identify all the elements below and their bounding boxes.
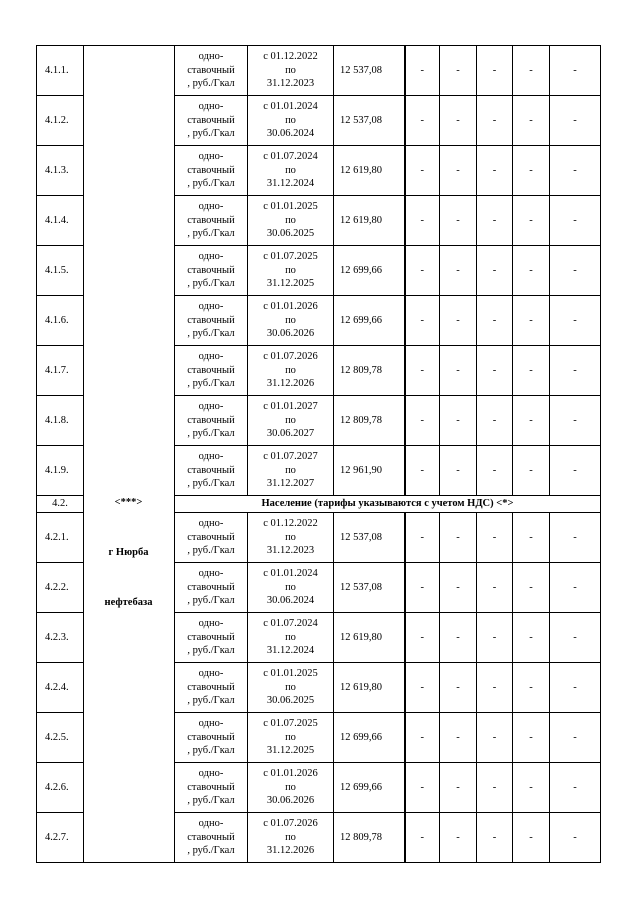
period-cell-line: 31.12.2025: [266, 745, 315, 757]
row-number: 4.2.5.: [37, 713, 84, 763]
dash-cell: -: [550, 713, 601, 763]
dash-cell: -: [477, 513, 513, 563]
tariff-value: 12 537,08: [334, 513, 405, 563]
dash-cell: -: [513, 46, 550, 96]
dash-cell: -: [440, 663, 477, 713]
dash-cell: -: [477, 613, 513, 663]
period-cell-line: с 01.07.2024: [263, 618, 318, 630]
period-cell-line: по: [285, 464, 296, 476]
period-cell-line: 31.12.2025: [266, 278, 315, 290]
period-cell-line: по: [285, 214, 296, 226]
row-number: 4.1.2.: [37, 96, 84, 146]
dash-cell: -: [405, 513, 440, 563]
unit-cell: [175, 46, 248, 96]
period-cell: [248, 763, 334, 813]
dash-cell: -: [405, 296, 440, 346]
period-cell-line: по: [285, 581, 296, 593]
dash-cell: -: [550, 196, 601, 246]
table-row: [37, 46, 601, 96]
unit-cell-line: , руб./Гкал: [187, 378, 235, 390]
unit-cell-line: ставочный: [187, 414, 235, 426]
dash-cell: -: [405, 146, 440, 196]
dash-cell: -: [440, 196, 477, 246]
dash-cell: -: [550, 513, 601, 563]
unit-cell: [175, 613, 248, 663]
dash-cell: -: [440, 713, 477, 763]
row-number: 4.1.9.: [37, 446, 84, 496]
unit-cell-line: одно-: [198, 518, 224, 530]
tariff-table: [36, 45, 601, 863]
dash-cell: -: [405, 396, 440, 446]
unit-cell: [175, 713, 248, 763]
dash-cell: -: [550, 813, 601, 863]
period-cell-line: по: [285, 414, 296, 426]
unit-cell-line: одно-: [198, 51, 224, 63]
period-cell-line: по: [285, 831, 296, 843]
dash-cell: -: [477, 46, 513, 96]
period-cell-line: с 01.07.2025: [263, 718, 318, 730]
dash-cell: -: [405, 563, 440, 613]
dash-cell: -: [440, 96, 477, 146]
dash-cell: -: [477, 296, 513, 346]
dash-cell: -: [513, 446, 550, 496]
dash-cell: -: [513, 813, 550, 863]
dash-cell: -: [550, 346, 601, 396]
row-number: 4.2.6.: [37, 763, 84, 813]
period-cell-line: с 01.01.2026: [263, 301, 318, 313]
period-cell: [248, 396, 334, 446]
period-cell: [248, 563, 334, 613]
org-name: нефтебаза: [104, 597, 153, 608]
period-cell-line: по: [285, 731, 296, 743]
unit-cell-line: ставочный: [187, 831, 235, 843]
unit-cell-line: , руб./Гкал: [187, 128, 235, 140]
period-cell-line: по: [285, 64, 296, 76]
period-cell-line: 31.12.2023: [266, 78, 315, 90]
unit-cell-line: , руб./Гкал: [187, 228, 235, 240]
dash-cell: -: [405, 196, 440, 246]
period-cell-line: с 01.07.2026: [263, 818, 318, 830]
period-cell-line: с 01.01.2026: [263, 768, 318, 780]
unit-cell-line: , руб./Гкал: [187, 745, 235, 757]
unit-cell-line: одно-: [198, 101, 224, 113]
unit-cell-line: одно-: [198, 568, 224, 580]
row-number: 4.2.1.: [37, 513, 84, 563]
unit-cell-line: одно-: [198, 401, 224, 413]
dash-cell: -: [513, 396, 550, 446]
dash-cell: -: [550, 763, 601, 813]
dash-cell: -: [405, 246, 440, 296]
tariff-value: 12 961,90: [334, 446, 405, 496]
dash-cell: -: [550, 146, 601, 196]
dash-cell: -: [550, 96, 601, 146]
tariff-value: 12 699,66: [334, 246, 405, 296]
period-cell: [248, 146, 334, 196]
period-cell-line: по: [285, 531, 296, 543]
dash-cell: -: [477, 246, 513, 296]
period-cell-line: 31.12.2026: [266, 378, 315, 390]
period-cell-line: по: [285, 781, 296, 793]
period-cell: [248, 663, 334, 713]
dash-cell: -: [405, 613, 440, 663]
tariff-value: 12 809,78: [334, 813, 405, 863]
dash-cell: -: [440, 813, 477, 863]
period-cell: [248, 713, 334, 763]
dash-cell: -: [550, 446, 601, 496]
unit-cell-line: одно-: [198, 668, 224, 680]
unit-cell: [175, 146, 248, 196]
period-cell-line: 30.06.2026: [266, 328, 315, 340]
period-cell-line: 31.12.2024: [266, 645, 315, 657]
period-cell: [248, 613, 334, 663]
unit-cell-line: ставочный: [187, 681, 235, 693]
row-number: 4.2.4.: [37, 663, 84, 713]
period-cell-line: по: [285, 681, 296, 693]
period-cell-line: по: [285, 364, 296, 376]
unit-cell: [175, 346, 248, 396]
dash-cell: -: [550, 563, 601, 613]
dash-cell: -: [477, 196, 513, 246]
unit-cell-line: одно-: [198, 351, 224, 363]
tariff-value: 12 809,78: [334, 346, 405, 396]
dash-cell: -: [405, 763, 440, 813]
unit-cell-line: одно-: [198, 201, 224, 213]
dash-cell: -: [550, 613, 601, 663]
dash-cell: -: [513, 763, 550, 813]
unit-cell-line: , руб./Гкал: [187, 328, 235, 340]
period-cell-line: с 01.12.2022: [263, 518, 318, 530]
period-cell-line: 30.06.2024: [266, 595, 315, 607]
unit-cell-line: , руб./Гкал: [187, 178, 235, 190]
dash-cell: -: [440, 146, 477, 196]
tariff-value: 12 699,66: [334, 763, 405, 813]
unit-cell-line: ставочный: [187, 214, 235, 226]
period-cell: [248, 446, 334, 496]
period-cell-line: с 01.01.2024: [263, 568, 318, 580]
period-cell: [248, 46, 334, 96]
unit-cell-line: , руб./Гкал: [187, 428, 235, 440]
unit-cell-line: , руб./Гкал: [187, 78, 235, 90]
period-cell-line: с 01.01.2027: [263, 401, 318, 413]
unit-cell: [175, 513, 248, 563]
period-cell-line: с 01.07.2027: [263, 451, 318, 463]
period-cell-line: 30.06.2025: [266, 228, 315, 240]
unit-cell-line: одно-: [198, 818, 224, 830]
org-city: г Нюрба: [108, 547, 149, 558]
tariff-value: 12 619,80: [334, 196, 405, 246]
dash-cell: -: [440, 763, 477, 813]
unit-cell-line: одно-: [198, 301, 224, 313]
unit-cell-line: ставочный: [187, 314, 235, 326]
dash-cell: -: [440, 296, 477, 346]
period-cell-line: с 01.01.2024: [263, 101, 318, 113]
dash-cell: -: [513, 346, 550, 396]
tariff-value: 12 809,78: [334, 396, 405, 446]
row-number: 4.1.3.: [37, 146, 84, 196]
unit-cell-line: одно-: [198, 768, 224, 780]
period-cell: [248, 513, 334, 563]
period-cell-line: 30.06.2024: [266, 128, 315, 140]
period-cell-line: с 01.07.2026: [263, 351, 318, 363]
section-title: Население (тарифы указываются с учетом НДС) <*>: [175, 496, 601, 513]
organization-cell: [84, 46, 175, 863]
dash-cell: -: [550, 296, 601, 346]
period-cell: [248, 196, 334, 246]
unit-cell-line: ставочный: [187, 114, 235, 126]
tariff-value: 12 699,66: [334, 296, 405, 346]
dash-cell: -: [513, 613, 550, 663]
unit-cell-line: одно-: [198, 718, 224, 730]
period-cell: [248, 96, 334, 146]
unit-cell: [175, 196, 248, 246]
unit-cell: [175, 813, 248, 863]
dash-cell: -: [440, 346, 477, 396]
period-cell-line: по: [285, 631, 296, 643]
dash-cell: -: [513, 196, 550, 246]
dash-cell: -: [440, 563, 477, 613]
unit-cell-line: ставочный: [187, 264, 235, 276]
dash-cell: -: [477, 713, 513, 763]
dash-cell: -: [440, 396, 477, 446]
tariff-value: 12 619,80: [334, 613, 405, 663]
dash-cell: -: [550, 396, 601, 446]
dash-cell: -: [513, 513, 550, 563]
dash-cell: -: [440, 246, 477, 296]
dash-cell: -: [513, 296, 550, 346]
period-cell-line: по: [285, 164, 296, 176]
dash-cell: -: [440, 446, 477, 496]
dash-cell: -: [477, 446, 513, 496]
unit-cell-line: одно-: [198, 451, 224, 463]
unit-cell-line: одно-: [198, 618, 224, 630]
dash-cell: -: [405, 663, 440, 713]
dash-cell: -: [513, 246, 550, 296]
dash-cell: -: [477, 763, 513, 813]
period-cell-line: с 01.01.2025: [263, 201, 318, 213]
row-number: 4.1.7.: [37, 346, 84, 396]
period-cell-line: 31.12.2024: [266, 178, 315, 190]
dash-cell: -: [477, 146, 513, 196]
period-cell: [248, 346, 334, 396]
unit-cell-line: ставочный: [187, 164, 235, 176]
period-cell-line: 30.06.2025: [266, 695, 315, 707]
dash-cell: -: [513, 563, 550, 613]
unit-cell-line: , руб./Гкал: [187, 595, 235, 607]
period-cell-line: 31.12.2027: [266, 478, 315, 490]
tariff-value: 12 699,66: [334, 713, 405, 763]
dash-cell: -: [477, 396, 513, 446]
period-cell-line: 30.06.2026: [266, 795, 315, 807]
dash-cell: -: [513, 663, 550, 713]
unit-cell: [175, 446, 248, 496]
dash-cell: -: [550, 663, 601, 713]
row-number: 4.2.2.: [37, 563, 84, 613]
dash-cell: -: [405, 446, 440, 496]
unit-cell: [175, 763, 248, 813]
dash-cell: -: [405, 96, 440, 146]
unit-cell: [175, 96, 248, 146]
unit-cell: [175, 396, 248, 446]
dash-cell: -: [440, 613, 477, 663]
dash-cell: -: [477, 96, 513, 146]
period-cell-line: 30.06.2027: [266, 428, 315, 440]
dash-cell: -: [513, 146, 550, 196]
tariff-value: 12 619,80: [334, 146, 405, 196]
org-marker: <***>: [114, 497, 143, 508]
period-cell-line: по: [285, 264, 296, 276]
unit-cell-line: ставочный: [187, 731, 235, 743]
dash-cell: -: [405, 713, 440, 763]
period-cell-line: по: [285, 314, 296, 326]
unit-cell-line: ставочный: [187, 631, 235, 643]
row-number: 4.2.3.: [37, 613, 84, 663]
period-cell: [248, 246, 334, 296]
unit-cell: [175, 663, 248, 713]
unit-cell-line: одно-: [198, 251, 224, 263]
dash-cell: -: [550, 246, 601, 296]
row-number: 4.1.8.: [37, 396, 84, 446]
dash-cell: -: [477, 663, 513, 713]
period-cell-line: 31.12.2023: [266, 545, 315, 557]
dash-cell: -: [513, 96, 550, 146]
unit-cell-line: , руб./Гкал: [187, 478, 235, 490]
unit-cell-line: одно-: [198, 151, 224, 163]
unit-cell-line: , руб./Гкал: [187, 845, 235, 857]
tariff-value: 12 537,08: [334, 46, 405, 96]
unit-cell-line: ставочный: [187, 531, 235, 543]
dash-cell: -: [440, 46, 477, 96]
dash-cell: -: [405, 813, 440, 863]
unit-cell-line: ставочный: [187, 64, 235, 76]
dash-cell: -: [477, 563, 513, 613]
dash-cell: -: [405, 46, 440, 96]
dash-cell: -: [440, 513, 477, 563]
tariff-value: 12 537,08: [334, 96, 405, 146]
period-cell: [248, 296, 334, 346]
section-number: 4.2.: [37, 496, 84, 513]
dash-cell: -: [513, 713, 550, 763]
unit-cell-line: ставочный: [187, 581, 235, 593]
period-cell-line: 31.12.2026: [266, 845, 315, 857]
period-cell-line: с 01.12.2022: [263, 51, 318, 63]
unit-cell: [175, 563, 248, 613]
dash-cell: -: [477, 346, 513, 396]
row-number: 4.1.5.: [37, 246, 84, 296]
unit-cell-line: ставочный: [187, 364, 235, 376]
dash-cell: -: [550, 46, 601, 96]
period-cell-line: с 01.07.2024: [263, 151, 318, 163]
unit-cell: [175, 296, 248, 346]
row-number: 4.1.4.: [37, 196, 84, 246]
dash-cell: -: [405, 346, 440, 396]
tariff-value: 12 537,08: [334, 563, 405, 613]
period-cell-line: с 01.07.2025: [263, 251, 318, 263]
row-number: 4.1.1.: [37, 46, 84, 96]
dash-cell: -: [477, 813, 513, 863]
unit-cell-line: , руб./Гкал: [187, 278, 235, 290]
period-cell-line: по: [285, 114, 296, 126]
unit-cell-line: ставочный: [187, 464, 235, 476]
row-number: 4.1.6.: [37, 296, 84, 346]
unit-cell-line: ставочный: [187, 781, 235, 793]
period-cell: [248, 813, 334, 863]
unit-cell: [175, 246, 248, 296]
row-number: 4.2.7.: [37, 813, 84, 863]
period-cell-line: с 01.01.2025: [263, 668, 318, 680]
tariff-value: 12 619,80: [334, 663, 405, 713]
unit-cell-line: , руб./Гкал: [187, 795, 235, 807]
unit-cell-line: , руб./Гкал: [187, 545, 235, 557]
unit-cell-line: , руб./Гкал: [187, 695, 235, 707]
unit-cell-line: , руб./Гкал: [187, 645, 235, 657]
